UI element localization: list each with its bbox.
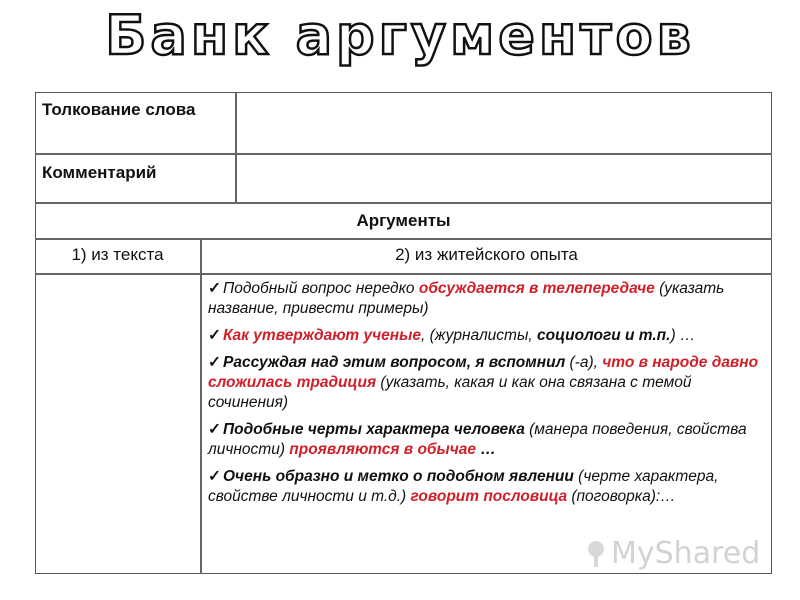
check-icon: ✓: [208, 468, 221, 485]
item-text: социологи и т.п.: [537, 327, 671, 344]
item-text: …: [476, 441, 496, 458]
col1-header: 1) из текста: [71, 245, 164, 264]
interpretation-label: Толкование слова: [42, 100, 196, 119]
divider: [235, 92, 237, 203]
list-item: [208, 467, 763, 507]
page-title: Банк аргументов: [105, 4, 695, 67]
list-item: [208, 326, 763, 346]
watermark-text: MyShared: [611, 536, 761, 571]
check-icon: ✓: [208, 421, 221, 438]
divider: [35, 202, 772, 204]
arguments-header: Аргументы: [356, 211, 451, 230]
divider: [35, 273, 772, 275]
comment-label: Комментарий: [42, 163, 157, 182]
item-text: , (журналисты,: [420, 327, 537, 344]
item-text: (указать название, привести примеры): [208, 280, 725, 317]
list-item: [208, 279, 763, 319]
item-text: проявляются в обычае: [289, 441, 477, 458]
item-text: говорит пословица: [410, 488, 568, 505]
check-icon: ✓: [208, 327, 221, 344]
item-text: (-а),: [565, 354, 603, 371]
item-text: Подобный вопрос нередко: [223, 280, 419, 297]
item-text: (поговорка):…: [567, 488, 676, 505]
item-text: Подобные черты характера человека: [223, 421, 525, 438]
item-text: Очень образно и метко о подобном явлении: [223, 468, 574, 485]
item-text: (манера поведения, свойства личности): [208, 421, 747, 458]
check-icon: ✓: [208, 354, 221, 371]
item-text: ) …: [670, 327, 696, 344]
col2-header: 2) из житейского опыта: [395, 245, 578, 264]
divider: [35, 238, 772, 240]
item-text: Как утверждают ученые: [223, 327, 421, 344]
item-text: Рассуждая над этим вопросом, я вспомнил: [223, 354, 566, 371]
arguments-list: [208, 279, 763, 514]
watermark: [585, 536, 770, 572]
list-item: [208, 420, 763, 460]
check-icon: ✓: [208, 280, 221, 297]
item-text: обсуждается в телепередаче: [418, 280, 655, 297]
item-text: (указать, какая и как она связана с темой сочинения): [208, 374, 692, 411]
item-text: что в народе давно сложилась традиция: [208, 354, 759, 391]
list-item: [208, 353, 763, 413]
divider: [35, 153, 772, 155]
divider: [200, 238, 202, 574]
item-text: (черте характера, свойстве личности и т.д.): [208, 468, 719, 505]
tree-icon: [585, 540, 607, 576]
